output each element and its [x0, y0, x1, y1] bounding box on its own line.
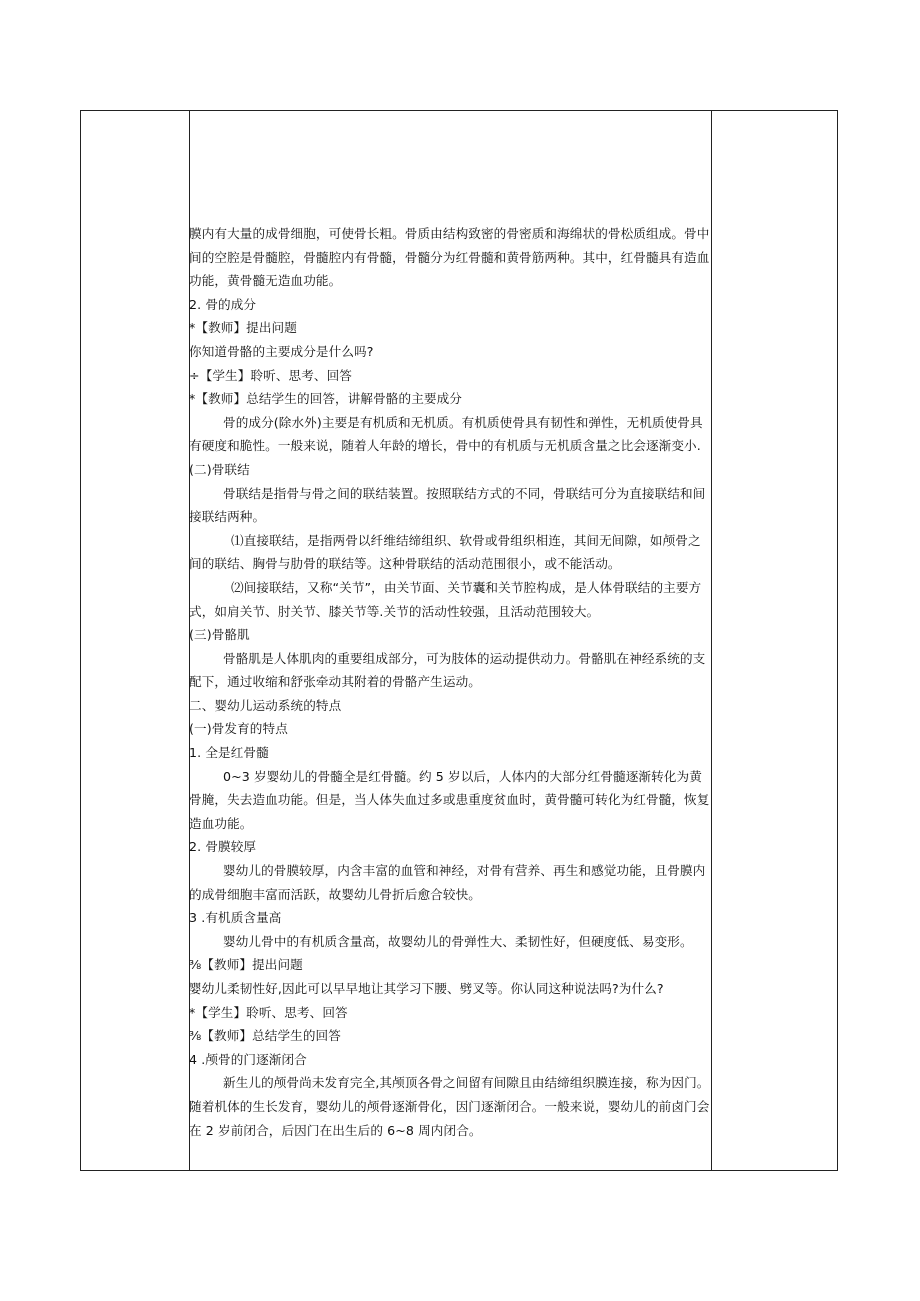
teacher-prompt: *【教师】提出问题 — [189, 320, 297, 336]
paragraph-organic-matter: 婴幼儿骨中的有机质含量高，故婴幼儿的骨弹性大、柔韧性好，但硬度低、易变形。 — [223, 933, 693, 949]
paragraph-skeletal-muscle: 骨骼肌是人体肌肉的重要组成部分，可为肢体的运动提供动力。骨骼肌在神经系统的支配下，通过收缩和舒张牵动其附着的骨骼产生运动。 — [189, 650, 706, 690]
heading-organic-matter: 3 .有机质含量高 — [189, 910, 282, 926]
heading-skeletal-muscle: (三)骨骼肌 — [189, 627, 250, 643]
heading-bone-joint: (二)骨联结 — [189, 461, 250, 477]
paragraph-fontanelle: 新生儿的颅骨尚未发育完全,其颅顶各骨之间留有间隙且由结缔组织膜连接，称为因门。随着机体的生长发育，婴幼儿的颅骨逐渐骨化，因门逐渐闭合。一般来说，婴幼儿的前卤门会在 2 岁前闭合，后因门在出生后的 6~8 周内闭合。 — [189, 1075, 710, 1138]
paragraph-direct-joint: ⑴直接联结，是指两骨以纤维结缔组织、软骨或骨组织相连，其间无间隙，如颅骨之间的联结、胸骨与肋骨的联结等。这种骨联结的活动范围很小，或不能活动。 — [189, 532, 701, 572]
paragraph-red-marrow: 0~3 岁婴幼儿的骨髓全是红骨髓。约 5 岁以后，人体内的大部分红骨髓逐渐转化为黄骨腌，失去造血功能。但是，当人体失血过多或患重度贫血时，黄骨髓可转化为红骨髓，恢复造血功能。 — [189, 768, 710, 831]
paragraph-bone-composition: 骨的成分(除水外)主要是有机质和无机质。有机质使骨具有韧性和弹性，无机质使骨具有硬度和脆性。一般来说，随着人年龄的增长，骨中的有机质与无机质含量之比会逐渐变小. — [189, 414, 703, 454]
paragraph-indirect-joint: ⑵间接联结，又称“关节”，由关节面、关节囊和关节腔构成，是人体骨联结的主要方式，如肩关节、肘关节、膝关节等.关节的活动性较强，且活动范围较大。 — [189, 579, 702, 619]
teacher-summary: *【教师】总结学生的回答，讲解骨骼的主要成分 — [189, 391, 462, 407]
paragraph-bone-joint: 骨联结是指骨与骨之间的联结装置。按照联结方式的不同，骨联结可分为直接联结和间接联结两种。 — [189, 485, 706, 525]
heading-periosteum: 2. 骨膜较厚 — [189, 839, 257, 855]
heading-bone-development: (一)骨发育的特点 — [189, 721, 288, 737]
question-text-2: 婴幼儿柔韧性好,因此可以早早地让其学习下腰、劈叉等。你认同这种说法吗?为什么? — [189, 981, 664, 996]
heading-bone-composition: 2. 骨的成分 — [189, 296, 257, 312]
question-text: 你知道骨骼的主要成分是什么吗? — [189, 343, 374, 359]
lesson-content — [189, 222, 711, 1142]
teacher-summary-2: ⅜【教师】总结学生的回答 — [189, 1028, 341, 1044]
heading-red-marrow: 1. 全是红骨髓 — [189, 745, 269, 761]
paragraph-bone-structure: 膜内有大量的成骨细胞，可使骨长粗。骨质由结构致密的骨密质和海绵状的骨松质组成。骨中间的空腔是骨髓腔，骨髓腔内有骨髓，骨髓分为红骨髓和黄骨筋两种。其中，红骨髓具有造血功能，黄骨髓无造血功能。 — [189, 226, 710, 289]
heading-fontanelle: 4 .颅骨的门逐渐闭合 — [189, 1051, 307, 1067]
column-divider-right — [711, 111, 712, 1170]
student-response: ÷【学生】聆听、思考、回答 — [189, 367, 352, 383]
student-response-2: *【学生】聆听、思考、回答 — [189, 1004, 348, 1020]
heading-infant-motor-system: 二、婴幼儿运动系统的特点 — [189, 697, 342, 713]
paragraph-periosteum: 婴幼儿的骨膜较厚，内含丰富的血管和神经，对骨有营养、再生和感觉功能，且骨膜内的成骨细胞丰富而活跃，故婴幼儿骨折后愈合较快。 — [189, 863, 706, 902]
teacher-prompt-2: ⅜【教师】提出问题 — [189, 957, 303, 973]
